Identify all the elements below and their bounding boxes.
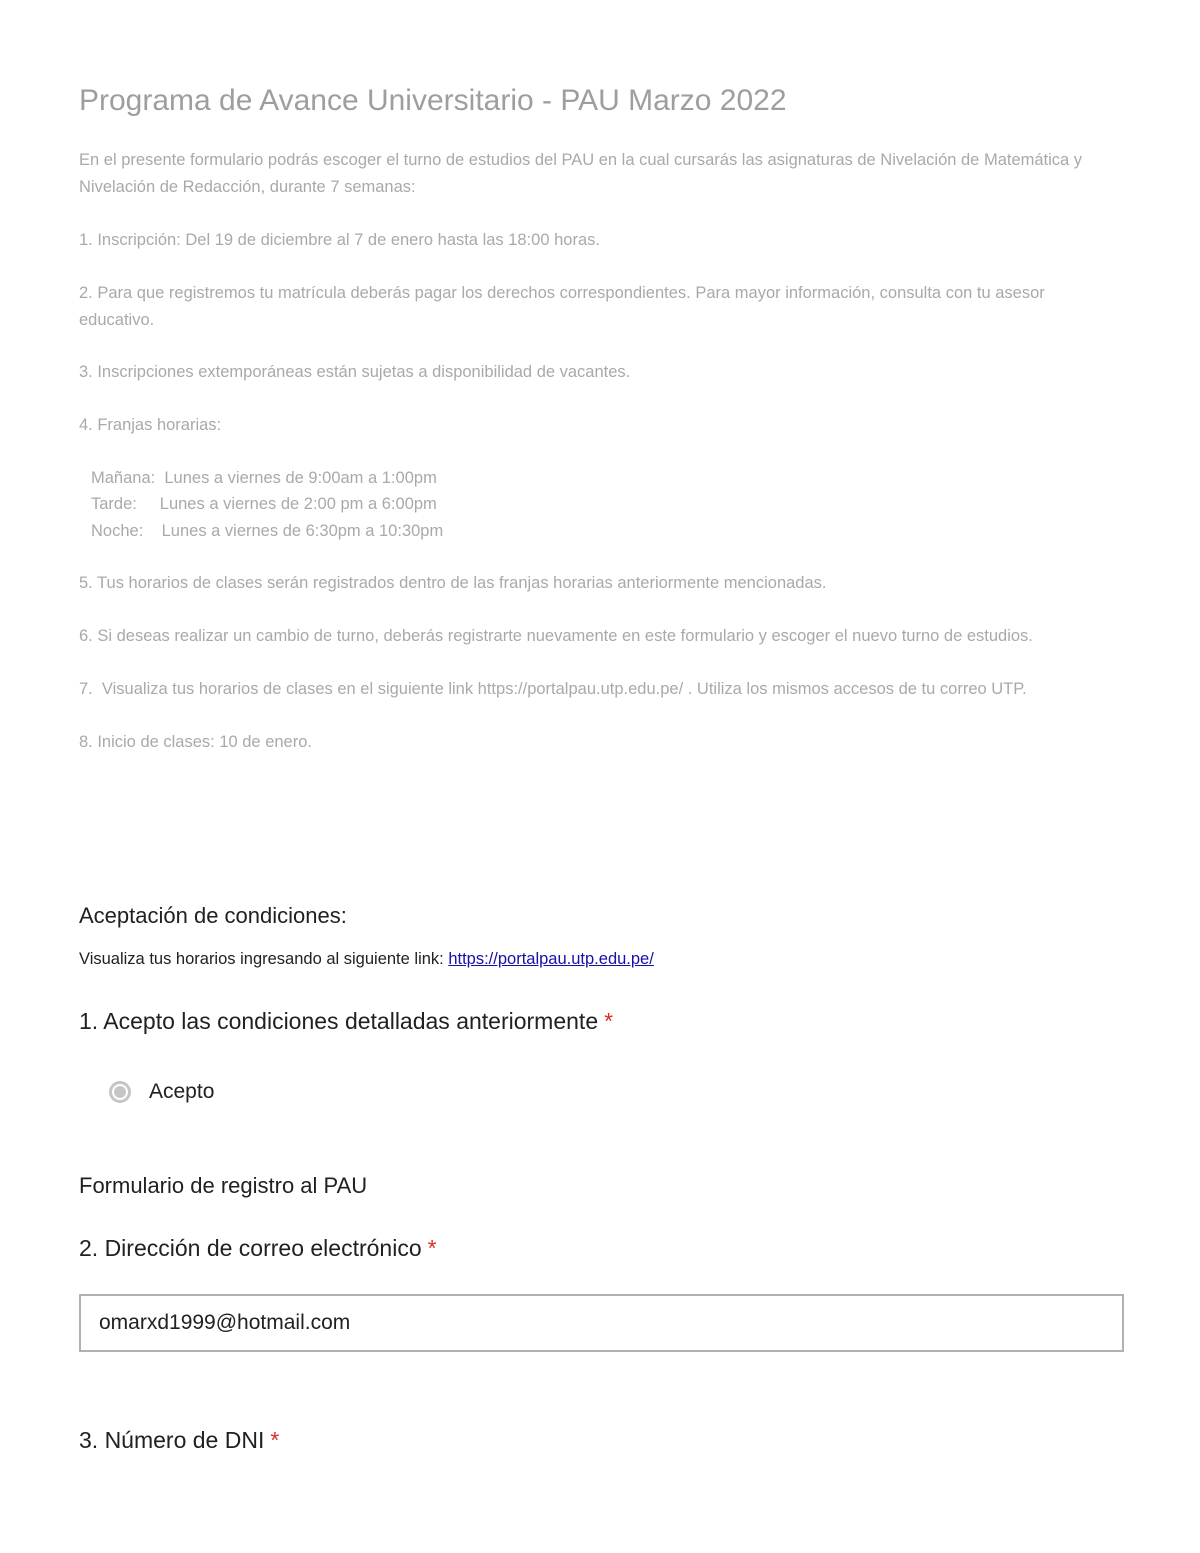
section-description-conditions <box>79 950 654 969</box>
radio-selected-dot <box>114 1086 126 1098</box>
form-description-intro: En el presente formulario podrás escoger el turno de estudios del PAU en la cual cursarás las asignaturas de Nivelación de Matemática y Nivelación de Redacción, durante 7 semanas: <box>79 151 1083 196</box>
required-asterisk: * <box>427 1235 437 1261</box>
required-asterisk: * <box>604 1008 614 1034</box>
form-description-item-5: 5. Tus horarios de clases serán registrados dentro de las franjas horarias anteriormente mencionadas. <box>79 574 827 592</box>
form-description-item-7: 7. Visualiza tus horarios de clases en el siguiente link https://portalpau.utp.edu.pe/ . Utiliza los mismos accesos de tu correo UTP. <box>79 680 1027 698</box>
schedule-night: Noche: Lunes a viernes de 6:30pm a 10:30pm <box>91 522 444 540</box>
email-field[interactable] <box>79 1294 1124 1352</box>
form-description-item-3: 3. Inscripciones extemporáneas están sujetas a disponibilidad de vacantes. <box>79 363 631 381</box>
question-3-label: 3. Número de DNI <box>79 1427 265 1453</box>
form-title: Programa de Avance Universitario - PAU Marzo 2022 <box>79 84 787 117</box>
section-title-registration: Formulario de registro al PAU <box>79 1173 368 1198</box>
radio-option-acepto[interactable] <box>109 1080 214 1104</box>
question-2-title <box>79 1235 437 1262</box>
schedule-afternoon: Tarde: Lunes a viernes de 2:00 pm a 6:00pm <box>91 495 437 513</box>
form-description-item-4: 4. Franjas horarias: <box>79 416 222 434</box>
question-3-title <box>79 1427 279 1454</box>
radio-option-label: Acepto <box>149 1080 215 1103</box>
radio-button[interactable] <box>109 1081 131 1103</box>
form-description-item-2: 2. Para que registremos tu matrícula deberás pagar los derechos correspondientes. Para mayor información, consulta con tu asesor educativo. <box>79 284 1045 329</box>
portal-link[interactable]: https://portalpau.utp.edu.pe/ <box>448 950 654 968</box>
required-asterisk: * <box>270 1427 280 1453</box>
form-description-item-8: 8. Inicio de clases: 10 de enero. <box>79 733 312 751</box>
email-field-value: omarxd1999@hotmail.com <box>99 1311 351 1334</box>
form-description-item-1: 1. Inscripción: Del 19 de diciembre al 7 de enero hasta las 18:00 horas. <box>79 231 600 249</box>
section-description-prefix: Visualiza tus horarios ingresando al siguiente link: <box>79 950 449 968</box>
schedule-morning: Mañana: Lunes a viernes de 9:00am a 1:00pm <box>91 469 437 487</box>
question-1-title <box>79 1008 613 1035</box>
question-2-label: 2. Dirección de correo electrónico <box>79 1235 422 1261</box>
section-title-conditions: Aceptación de condiciones: <box>79 903 347 928</box>
question-1-label: 1. Acepto las condiciones detalladas anteriormente <box>79 1008 599 1034</box>
form-description-item-6: 6. Si deseas realizar un cambio de turno, deberás registrarte nuevamente en este formulario y escoger el nuevo turno de estudios. <box>79 627 1033 645</box>
